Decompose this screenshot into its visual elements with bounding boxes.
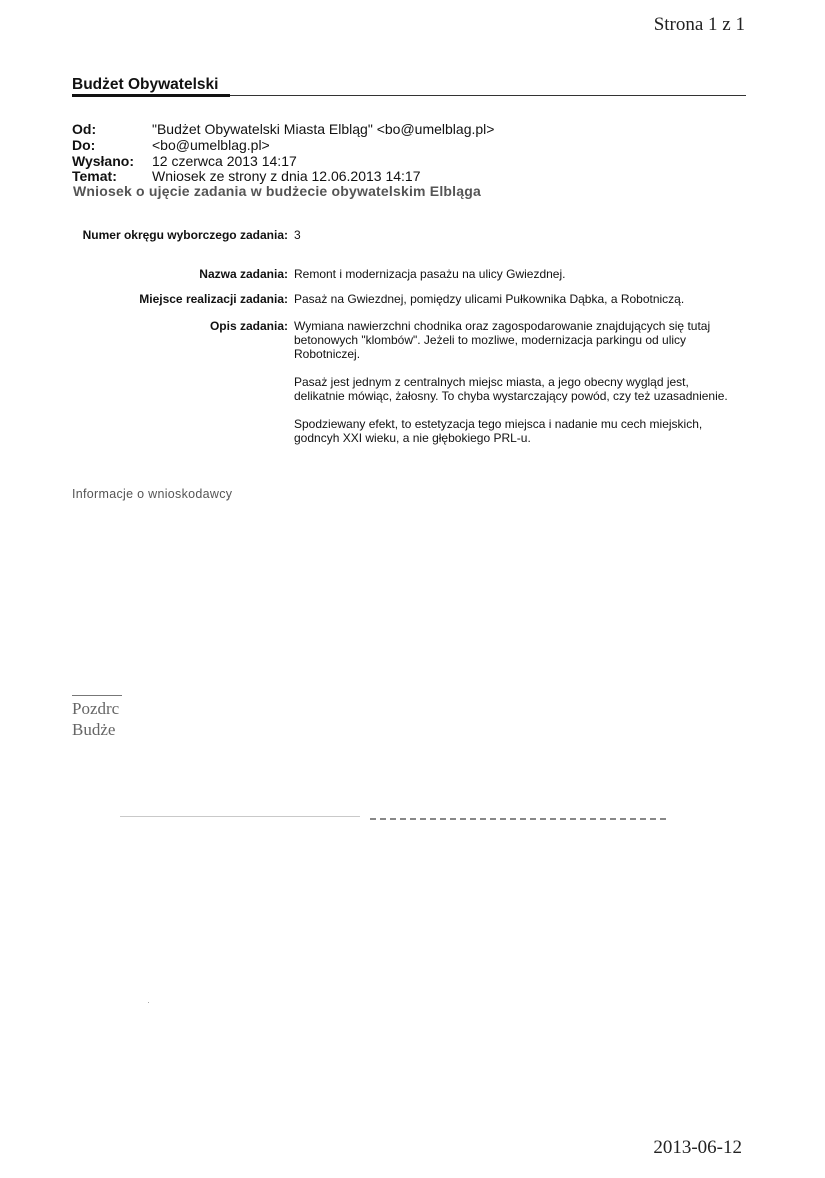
to-label: Do: <box>72 137 96 153</box>
page-number: Strona 1 z 1 <box>653 14 745 35</box>
location-label: Miejsce realizacji zadania: <box>139 292 288 306</box>
sent-label: Wysłano: <box>72 153 134 169</box>
description-paragraph-3: Spodziewany efekt, to estetyzacja tego miejsca i nadanie mu cech miejskich, godncyh XXI wieku, a nie głębokiego PRL-u. <box>294 417 703 445</box>
email-from-row <box>72 121 494 137</box>
task-name-label: Nazwa zadania: <box>199 267 288 281</box>
signature-line-2: Budże <box>72 720 116 739</box>
from-label: Od: <box>72 121 97 137</box>
description-value <box>294 319 734 459</box>
district-value: 3 <box>294 228 301 242</box>
form-heading: Wniosek o ujęcie zadania w budżecie obywatelskim Elbląga <box>73 183 481 199</box>
signature-line-1: Pozdrc <box>72 699 120 718</box>
location-value: Pasaż na Gwiezdnej, pomiędzy ulicami Pułkownika Dąbka, a Robotniczą. <box>294 292 685 306</box>
applicant-info-heading: Informacje o wnioskodawcy <box>72 487 233 501</box>
signature-divider <box>72 695 122 696</box>
title-underline <box>72 94 230 97</box>
description-paragraph-1: Wymiana nawierzchni chodnika oraz zagospodarowanie znajdujących się tutaj betonowych "klombów". Jeżeli to mozliwe, modernizacja parkingu od ulicy Robotniczej. <box>294 319 711 361</box>
description-paragraph-2: Pasaż jest jednym z centralnych miejsc miasta, a jego obecny wygląd jest, delikatnie mówiąc, żałosny. To chyba wystarczający powód, czy też uzasadnienie. <box>294 375 728 403</box>
description-label: Opis zadania: <box>209 319 288 333</box>
sent-value: 12 czerwca 2013 14:17 <box>152 153 297 169</box>
email-to-row <box>72 137 270 153</box>
print-date: 2013-06-12 <box>653 1137 742 1158</box>
email-sent-row <box>72 153 297 169</box>
scan-artifact-dashes <box>370 818 666 820</box>
sender-title: Budżet Obywatelski <box>72 76 219 93</box>
from-value: "Budżet Obywatelski Miasta Elbląg" <bo@umelblag.pl> <box>152 121 495 137</box>
task-name-value: Remont i modernizacja pasażu na ulicy Gwiezdnej. <box>294 267 566 281</box>
district-label: Numer okręgu wyborczego zadania: <box>82 228 288 242</box>
scan-speck <box>148 1002 149 1003</box>
scan-artifact-line <box>120 816 360 817</box>
subject-label: Temat: <box>72 168 117 184</box>
email-subject-row <box>72 168 421 184</box>
to-value: <bo@umelblag.pl> <box>152 137 270 153</box>
subject-value: Wniosek ze strony z dnia 12.06.2013 14:17 <box>152 168 421 184</box>
